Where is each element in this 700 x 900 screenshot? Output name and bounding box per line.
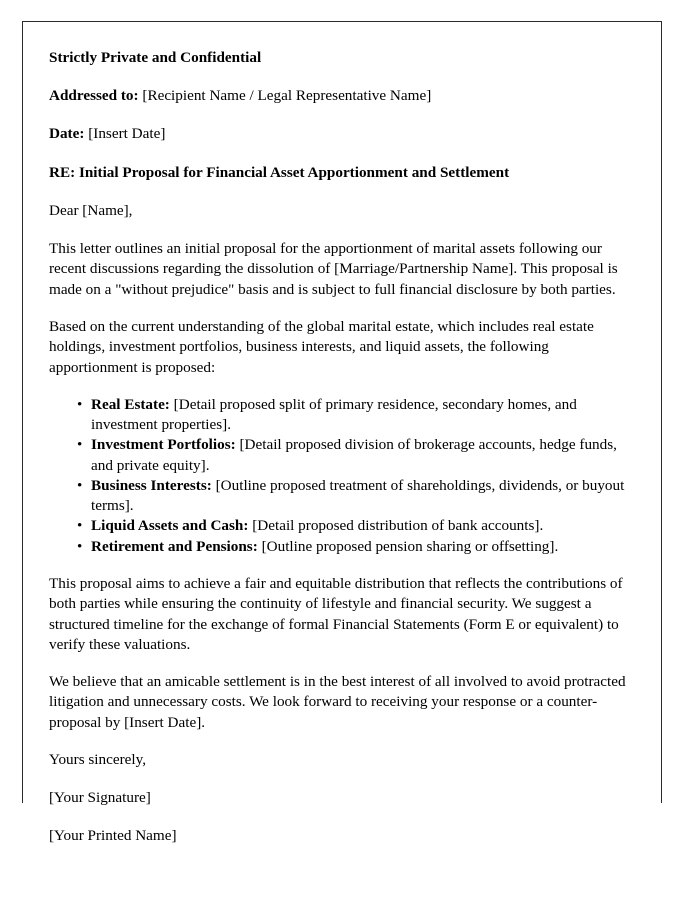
list-item (79, 537, 633, 557)
signature-placeholder: [Your Signature] (49, 789, 151, 807)
paragraph-amicable-settlement: We believe that an amicable settlement is in the best interest of all involved to avoid protracted litigation and unnecessary costs. We look forward to receiving your response or a counter-proposal by [Insert Date]. (49, 673, 626, 731)
list-item-detail: [Detail proposed split of primary residence, secondary homes, and investment properties]. (91, 395, 577, 434)
list-item (79, 395, 633, 436)
document-page (22, 21, 662, 845)
addressed-to-value: [Recipient Name / Legal Representative Name] (142, 87, 432, 105)
date-line (49, 124, 633, 144)
list-item-term: Liquid Assets and Cash: (91, 517, 249, 535)
list-item (79, 435, 633, 476)
list-item-detail: [Detail proposed division of brokerage accounts, hedge funds, and private equity]. (91, 436, 617, 474)
document-body (23, 22, 661, 847)
salutation: Dear [Name], (49, 201, 133, 219)
list-item-term: Investment Portfolios: (91, 436, 236, 454)
list-item-detail: [Outline proposed treatment of shareholdings, dividends, or buyout terms]. (91, 476, 625, 515)
asset-apportionment-list (49, 395, 633, 557)
date-label: Date: (49, 125, 85, 143)
confidentiality-notice: Strictly Private and Confidential (49, 49, 262, 66)
list-item-term: Retirement and Pensions: (91, 537, 258, 555)
addressed-to-label: Addressed to: (49, 87, 139, 105)
list-item-detail: [Detail proposed distribution of bank accounts]. (252, 517, 544, 535)
date-value: [Insert Date] (88, 125, 166, 143)
printed-name-placeholder: [Your Printed Name] (49, 827, 177, 845)
paragraph-intro: This letter outlines an initial proposal for the apportionment of marital assets following our recent discussions regarding the dissolution of [Marriage/Partnership Name]. This proposal is made on a "without prejudice" basis and is subject to full financial disclosure by both parties. (49, 240, 618, 298)
paragraph-estate-overview: Based on the current understanding of the global marital estate, which includes real estate holdings, investment portfolios, business interests, and liquid assets, the following apportionment is proposed: (49, 317, 594, 376)
addressed-to-line (49, 86, 633, 106)
list-item (79, 516, 633, 536)
list-item (79, 476, 633, 517)
closing-salutation: Yours sincerely, (49, 751, 147, 768)
paragraph-fair-distribution: This proposal aims to achieve a fair and equitable distribution that reflects the contributions of both parties while ensuring the continuity of lifestyle and financial security. We suggest a structured timeline for the exchange of formal Financial Statements (Form E or equivalent) to verify these valuations. (49, 575, 623, 653)
list-item-term: Real Estate: (91, 395, 170, 413)
list-item-term: Business Interests: (91, 476, 212, 494)
subject-line: RE: Initial Proposal for Financial Asset Apportionment and Settlement (49, 163, 510, 181)
list-item-detail: [Outline proposed pension sharing or offsetting]. (261, 537, 559, 555)
